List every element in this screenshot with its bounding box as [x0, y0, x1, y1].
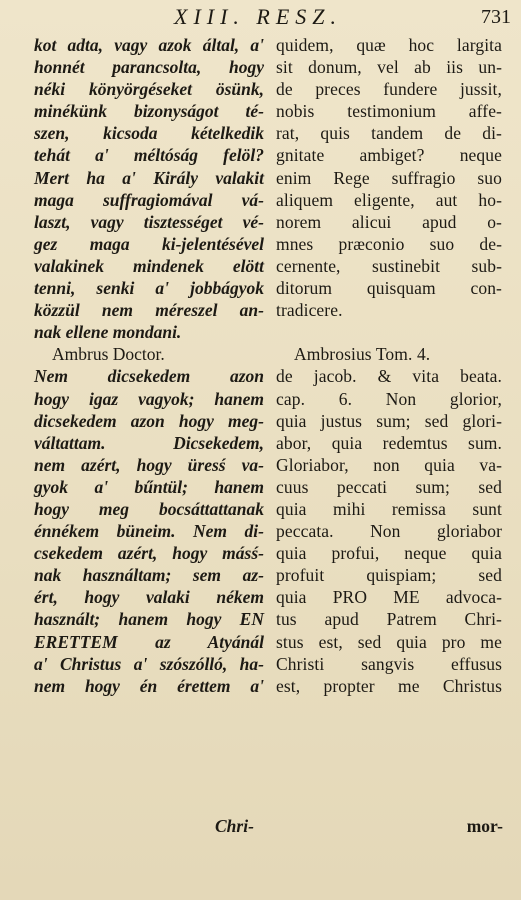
left-column-hungarian: [34, 34, 264, 697]
right-text-line: sit donum, vel ab iis un-: [276, 57, 502, 78]
left-text-line: tenni, senki a' jobbágyok: [34, 278, 264, 299]
left-text-line: hogy igaz vagyok; hanem: [34, 388, 264, 409]
right-text-line: quia justus sum; sed glori-: [276, 410, 502, 431]
right-text-line: quia PRO ME advoca-: [276, 587, 502, 608]
right-text-line: tus apud Patrem Chri-: [276, 609, 502, 630]
left-text-line: nak ellene mondani.: [34, 322, 182, 343]
left-text-line: nem azért, hogy üresś va-: [34, 454, 264, 475]
left-text-line: Nem dicsekedem azon: [34, 366, 264, 387]
left-text-line: használt; hanem hogy EN: [34, 609, 264, 630]
left-text-line: gyok a' bűntül; hanem: [34, 476, 264, 497]
left-text-line: Mert ha a' Király valakit: [34, 167, 264, 188]
right-text-line: Christi sangvis effusus: [276, 653, 502, 674]
right-text-line: est, propter me Christus: [276, 675, 502, 696]
right-text-line: cernente, sustinebit sub-: [276, 255, 502, 276]
left-text-line: minékünk bizonyságot té-: [34, 101, 264, 122]
right-text-line: rat, quis tandem de di-: [276, 123, 502, 144]
running-title: XIII. RESZ.: [174, 4, 343, 29]
right-text-line: ditorum quisquam con-: [276, 278, 502, 299]
page-number: 731: [481, 6, 511, 28]
right-text-line: norem alicui apud o-: [276, 211, 502, 232]
left-text-line: énnékem büneim. Nem di-: [34, 521, 264, 542]
right-text-line: peccata. Non gloriabor: [276, 521, 502, 542]
left-text-line: nem hogy én érettem a': [34, 675, 264, 696]
right-text-line: [276, 321, 502, 343]
right-catchword: mor-: [466, 816, 503, 836]
right-text-line: tradicere.: [276, 300, 343, 321]
left-text-line: ért, hogy valaki nékem: [34, 587, 264, 608]
right-text-line: cuus peccati sum; sed: [276, 476, 502, 497]
left-text-line: tehát a' méltóság felöl?: [34, 145, 264, 166]
left-text-line: a' Christus a' szószólló, ha-: [34, 653, 264, 674]
left-text-line: váltattam. Dicsekedem,: [34, 432, 264, 453]
left-text-line: szen, kicsoda kételkedik: [34, 123, 264, 144]
left-text-line: nak használtam; sem az-: [34, 565, 264, 586]
right-text-line: de preces fundere jussit,: [276, 79, 502, 100]
right-text-line: nobis testimonium affe-: [276, 101, 502, 122]
right-text-line: enim Rege suffragio suo: [276, 167, 502, 188]
page-header: [0, 4, 521, 32]
left-text-line: ERETTEM az Atyánál: [34, 631, 264, 652]
left-text-line: maga suffragiomával vá-: [34, 189, 264, 210]
right-text-line: de jacob. & vita beata.: [276, 366, 502, 387]
right-text-line: Gloriabor, non quia va-: [276, 454, 502, 475]
left-text-line: laszt, vagy tisztességet vé-: [34, 211, 264, 232]
right-text-line: aliquem eligente, aut ho-: [276, 189, 502, 210]
right-text-line: cap. 6. Non glorior,: [276, 388, 502, 409]
right-text-line: gnitate ambiget? neque: [276, 145, 502, 166]
right-text-line: abor, quia redemtus sum.: [276, 432, 502, 453]
right-text-line: mnes præconio suo de-: [276, 233, 502, 254]
left-text-line: kot adta, vagy azok által, a': [34, 35, 264, 55]
left-text-line: néki könyörgéseket ösünk,: [34, 79, 264, 100]
left-text-line: honnét parancsolta, hogy: [34, 57, 264, 78]
right-text-line: Ambrosius Tom. 4.: [294, 344, 431, 365]
right-text-line: profuit quispiam; sed: [276, 565, 502, 586]
left-text-line: dicsekedem azon hogy meg-: [34, 410, 264, 431]
right-text-line: quia profui, neque quia: [276, 543, 502, 564]
left-text-line: valakinek mindenek elött: [34, 255, 264, 276]
left-text-line: Ambrus Doctor.: [52, 344, 165, 365]
right-text-line: quidem, quæ hoc largita: [276, 35, 502, 55]
right-column-latin: [276, 34, 502, 697]
left-text-line: gez maga ki-jelentésével: [34, 233, 264, 254]
left-catchword: Chri-: [215, 816, 254, 836]
left-text-line: hogy meg bocsáttattanak: [34, 498, 264, 519]
left-text-line: csekedem azért, hogy másś-: [34, 543, 264, 564]
right-text-line: quia mihi remissa sunt: [276, 498, 502, 519]
left-text-line: közzül nem méreszel an-: [34, 300, 264, 321]
right-text-line: stus est, sed quia pro me: [276, 631, 502, 652]
